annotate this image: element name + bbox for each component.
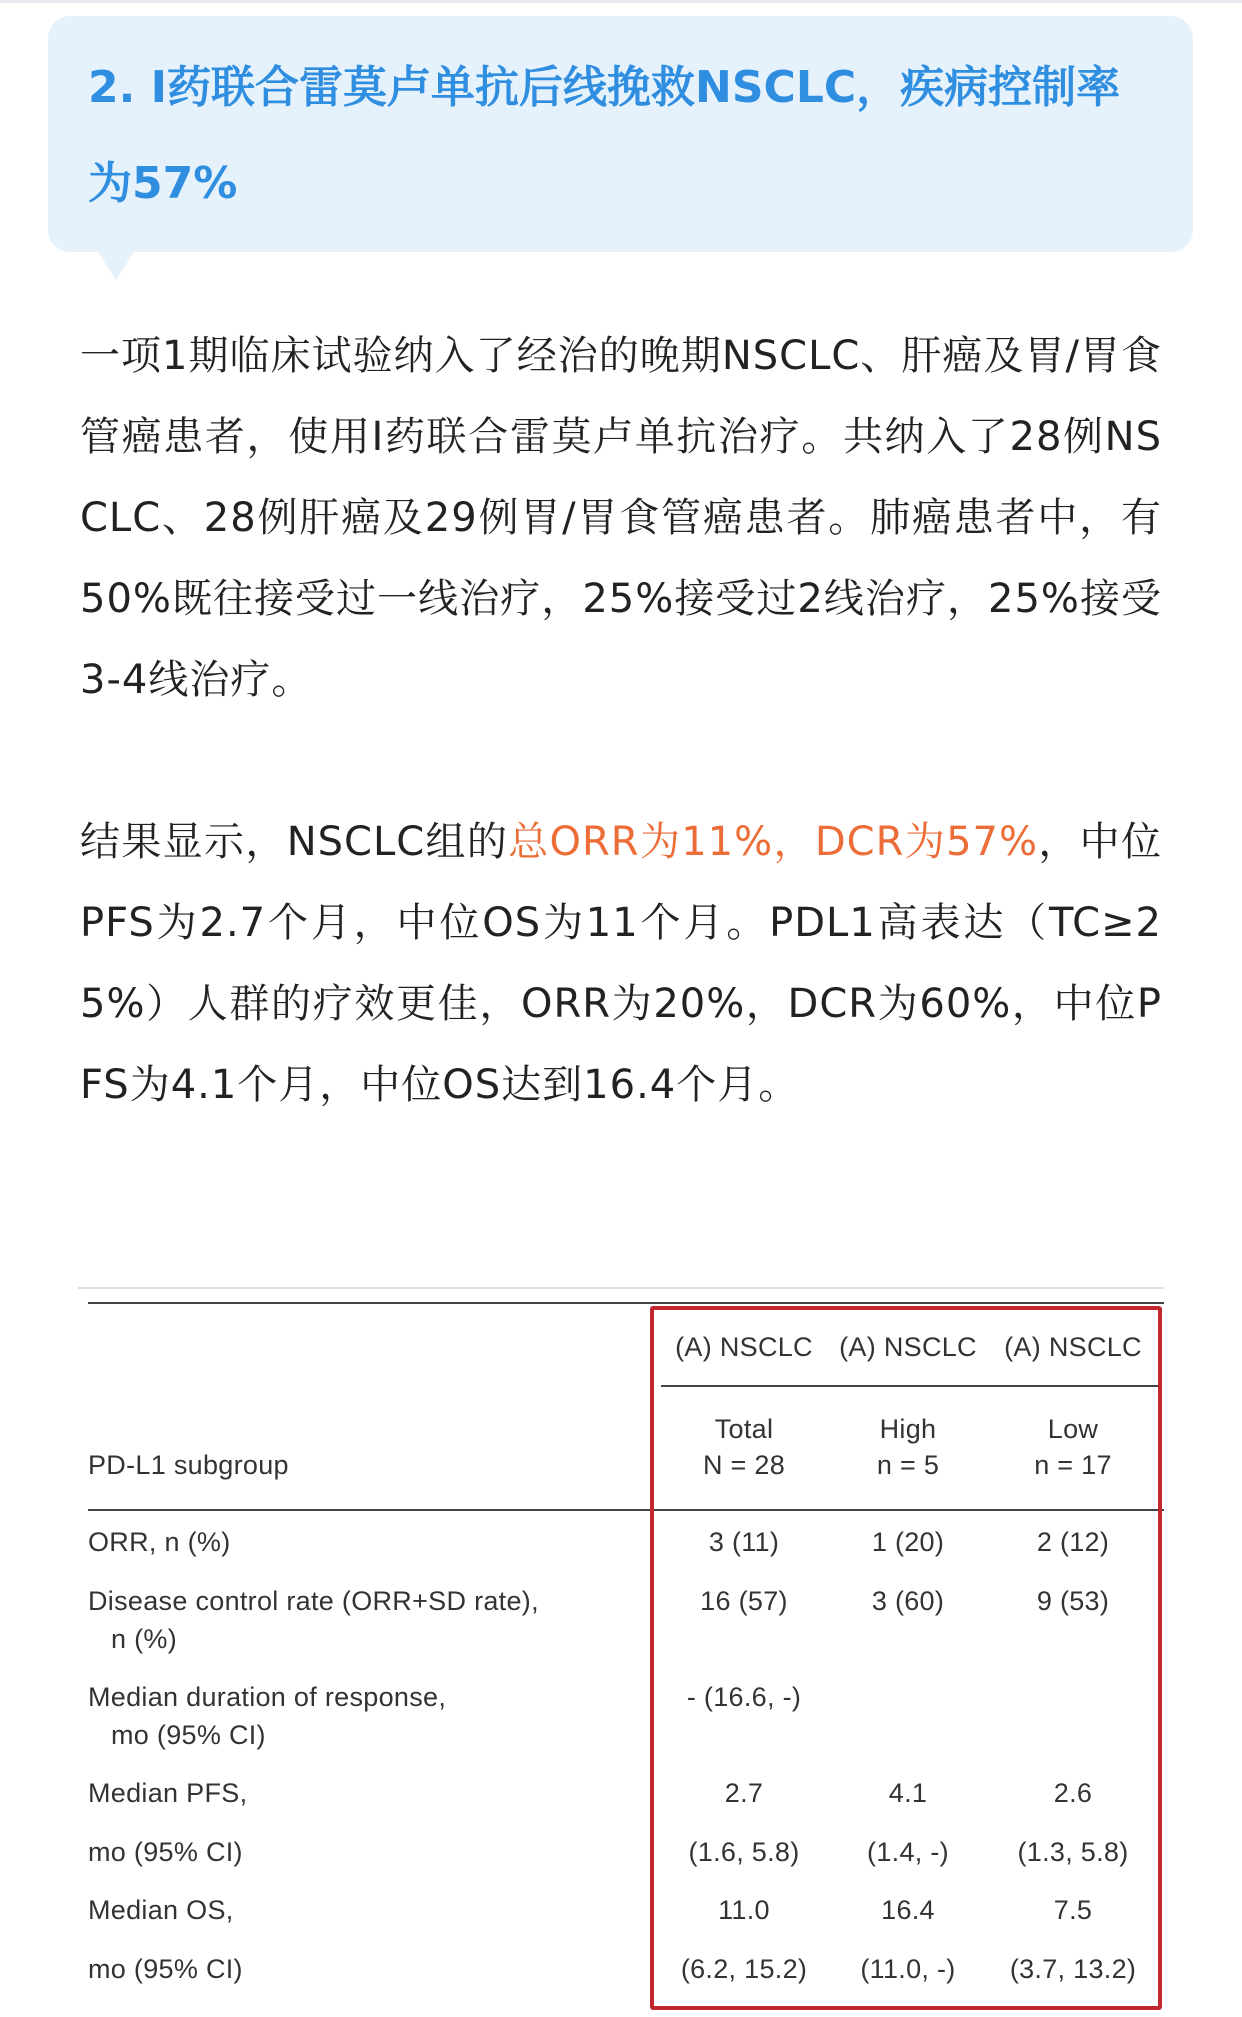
table-cell: 16.4	[881, 1895, 935, 1925]
row-label: Median PFS,	[88, 1778, 248, 1808]
section-heading-callout	[48, 16, 1193, 252]
table-cell: 4.1	[888, 1778, 928, 1808]
table-cell: 11.0	[718, 1895, 770, 1925]
column-group-header: Total	[714, 1414, 774, 1444]
intro-paragraph: 一项1期临床试验纳入了经治的晚期NSCLC、肝癌及胃/胃食管癌患者，使用I药联合雷莫卢单抗治疗。共纳入了28例NSCLC、28例肝癌及29例胃/胃食管癌患者。肺癌患者中，有50%既往接受过一线治疗，25%接受过2线治疗，25%接受3-4线治疗。	[80, 333, 1162, 703]
table-cell: 3 (11)	[708, 1527, 780, 1557]
table-cell: (11.0, -)	[860, 1954, 956, 1984]
row-label: mo (95% CI)	[88, 1954, 243, 1984]
row-label: mo (95% CI)	[88, 1837, 243, 1867]
table-cell: (1.3, 5.8)	[1017, 1837, 1129, 1867]
subgroup-label: PD-L1 subgroup	[88, 1450, 289, 1480]
row-label-cont: n (%)	[111, 1624, 178, 1654]
table-cell: 1 (20)	[871, 1527, 945, 1557]
section-heading: 2. I药联合雷莫卢单抗后线挽救NSCLC，疾病控制率为57%	[88, 62, 1121, 209]
table-cell: 7.5	[1053, 1895, 1093, 1925]
table-top-rule	[88, 1302, 1164, 1304]
row-label-cont: mo (95% CI)	[111, 1720, 266, 1750]
column-group-header: High	[879, 1414, 937, 1444]
table-cell: (6.2, 15.2)	[680, 1954, 808, 1984]
row-label: Median OS,	[88, 1895, 234, 1925]
column-arm-header: (A) NSCLC	[1004, 1332, 1142, 1362]
row-label: ORR, n (%)	[88, 1527, 231, 1557]
table-cell: 9 (53)	[1036, 1586, 1110, 1616]
row-label: Disease control rate (ORR+SD rate),	[88, 1586, 539, 1616]
column-n: n = 5	[876, 1450, 940, 1480]
column-n: N = 28	[702, 1450, 786, 1480]
column-group-header: Low	[1047, 1414, 1099, 1444]
table-cell: 2.6	[1053, 1778, 1093, 1808]
column-arm-header: (A) NSCLC	[839, 1332, 977, 1362]
table-cell: 3 (60)	[871, 1586, 945, 1616]
results-paragraph	[80, 802, 1162, 1126]
table-cell: 2.7	[724, 1778, 764, 1808]
column-arm-header: (A) NSCLC	[675, 1332, 813, 1362]
callout-tail	[98, 252, 134, 280]
results-text-start: 结果显示，NSCLC组的	[80, 819, 509, 865]
table-cell: 2 (12)	[1036, 1527, 1110, 1557]
column-n: n = 17	[1034, 1450, 1112, 1480]
results-highlight: 总ORR为11%，DCR为57%	[508, 819, 1038, 865]
results-text-end: ，中位PFS为2.7个月，中位OS为11个月。PDL1高表达（TC≥25%）人群的疗效更佳，ORR为20%，DCR为60%，中位PFS为4.1个月，中位OS达到16.4个月。	[80, 819, 1163, 1108]
table-cell: - (16.6, -)	[686, 1682, 802, 1712]
table-cell: (1.6, 5.8)	[688, 1837, 800, 1867]
table-cell: 16 (57)	[700, 1586, 788, 1616]
results-table-image	[78, 1287, 1164, 2013]
table-cell: (1.4, -)	[867, 1837, 949, 1867]
row-label: Median duration of response,	[88, 1682, 447, 1712]
table-cell: (3.7, 13.2)	[1009, 1954, 1137, 1984]
top-divider	[0, 0, 1242, 3]
